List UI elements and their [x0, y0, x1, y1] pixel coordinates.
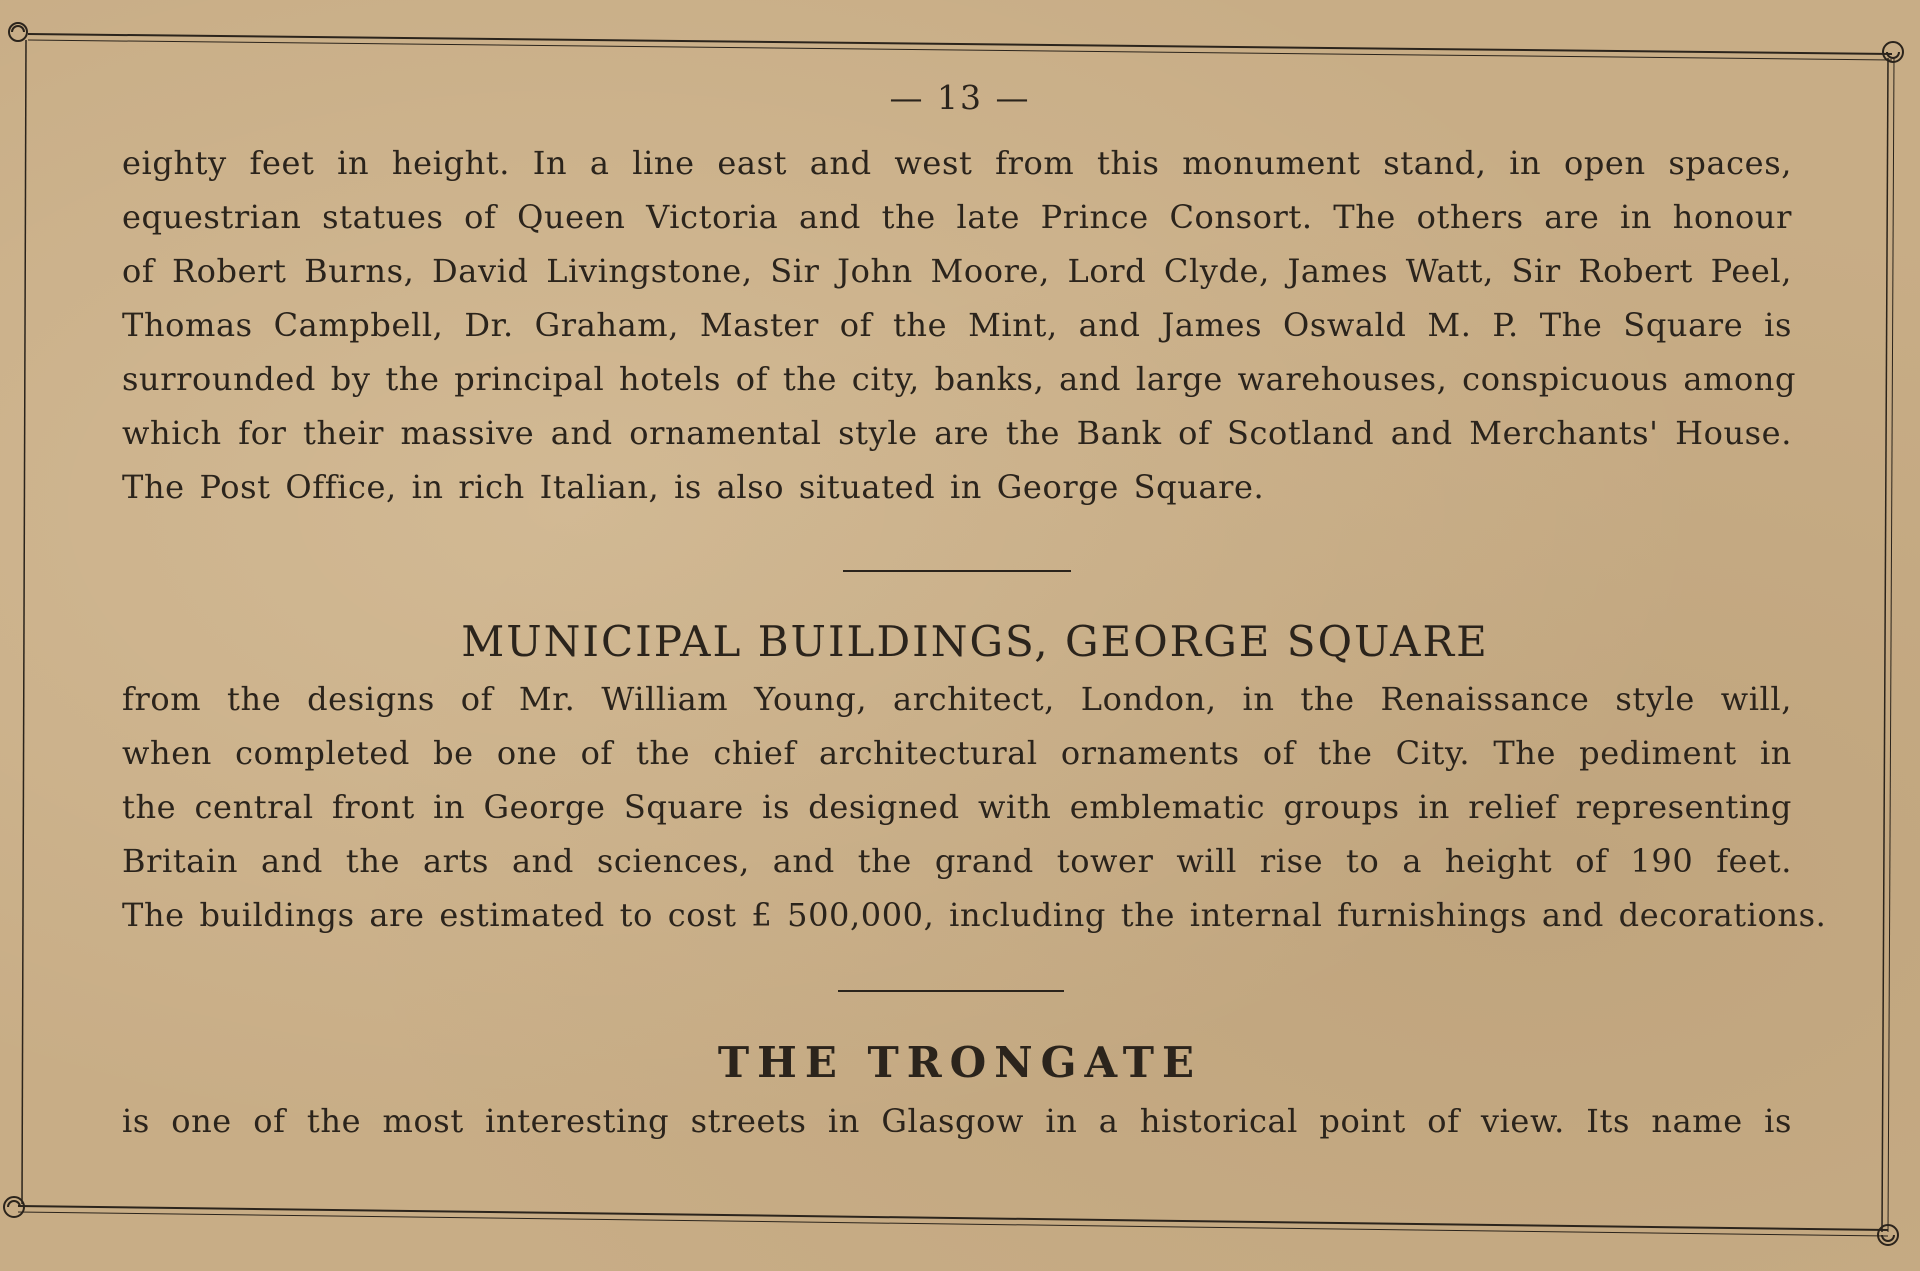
corner-ornament-icon: [4, 1197, 24, 1217]
section-divider: [843, 570, 1071, 572]
text-line: equestrian statues of Queen Victoria and the late Prince Consort. The others are in honour: [122, 198, 1792, 236]
corner-ornament-icon: [9, 23, 27, 41]
corner-ornament-icon: [1883, 42, 1903, 62]
paragraph-trongate: [122, 1094, 1792, 1148]
text-line: The buildings are estimated to cost £ 500,000, including the internal furnishings and decorations.: [122, 896, 1827, 934]
section-divider: [838, 990, 1064, 992]
text-line: when completed be one of the chief architectural ornaments of the City. The pediment in: [122, 734, 1792, 772]
page-number: — 13 —: [889, 78, 1031, 117]
section-heading-municipal-buildings: MUNICIPAL BUILDINGS, GEORGE SQUARE: [461, 617, 1489, 666]
text-line: which for their massive and ornamental style are the Bank of Scotland and Merchants' House.: [122, 414, 1792, 452]
text-line: surrounded by the principal hotels of the city, banks, and large warehouses, conspicuous among: [122, 360, 1797, 398]
text-line: Thomas Campbell, Dr. Graham, Master of the Mint, and James Oswald M. P. The Square is: [122, 306, 1792, 344]
text-line: of Robert Burns, David Livingstone, Sir John Moore, Lord Clyde, James Watt, Sir Robert Peel,: [122, 252, 1792, 290]
text-line: Britain and the arts and sciences, and the grand tower will rise to a height of 190 feet.: [122, 842, 1792, 880]
text-line: eighty feet in height. In a line east and west from this monument stand, in open spaces,: [122, 144, 1792, 182]
section-heading-trongate: THE TRONGATE: [717, 1038, 1203, 1087]
paragraph-municipal-buildings: [122, 672, 1827, 942]
text-line: is one of the most interesting streets in Glasgow in a historical point of view. Its name is: [122, 1102, 1792, 1140]
text-line: the central front in George Square is designed with emblematic groups in relief representing: [122, 788, 1792, 826]
paragraph-george-square-statues: [122, 136, 1797, 514]
text-line: from the designs of Mr. William Young, architect, London, in the Renaissance style will,: [122, 680, 1792, 718]
text-line: The Post Office, in rich Italian, is also situated in George Square.: [122, 468, 1265, 506]
